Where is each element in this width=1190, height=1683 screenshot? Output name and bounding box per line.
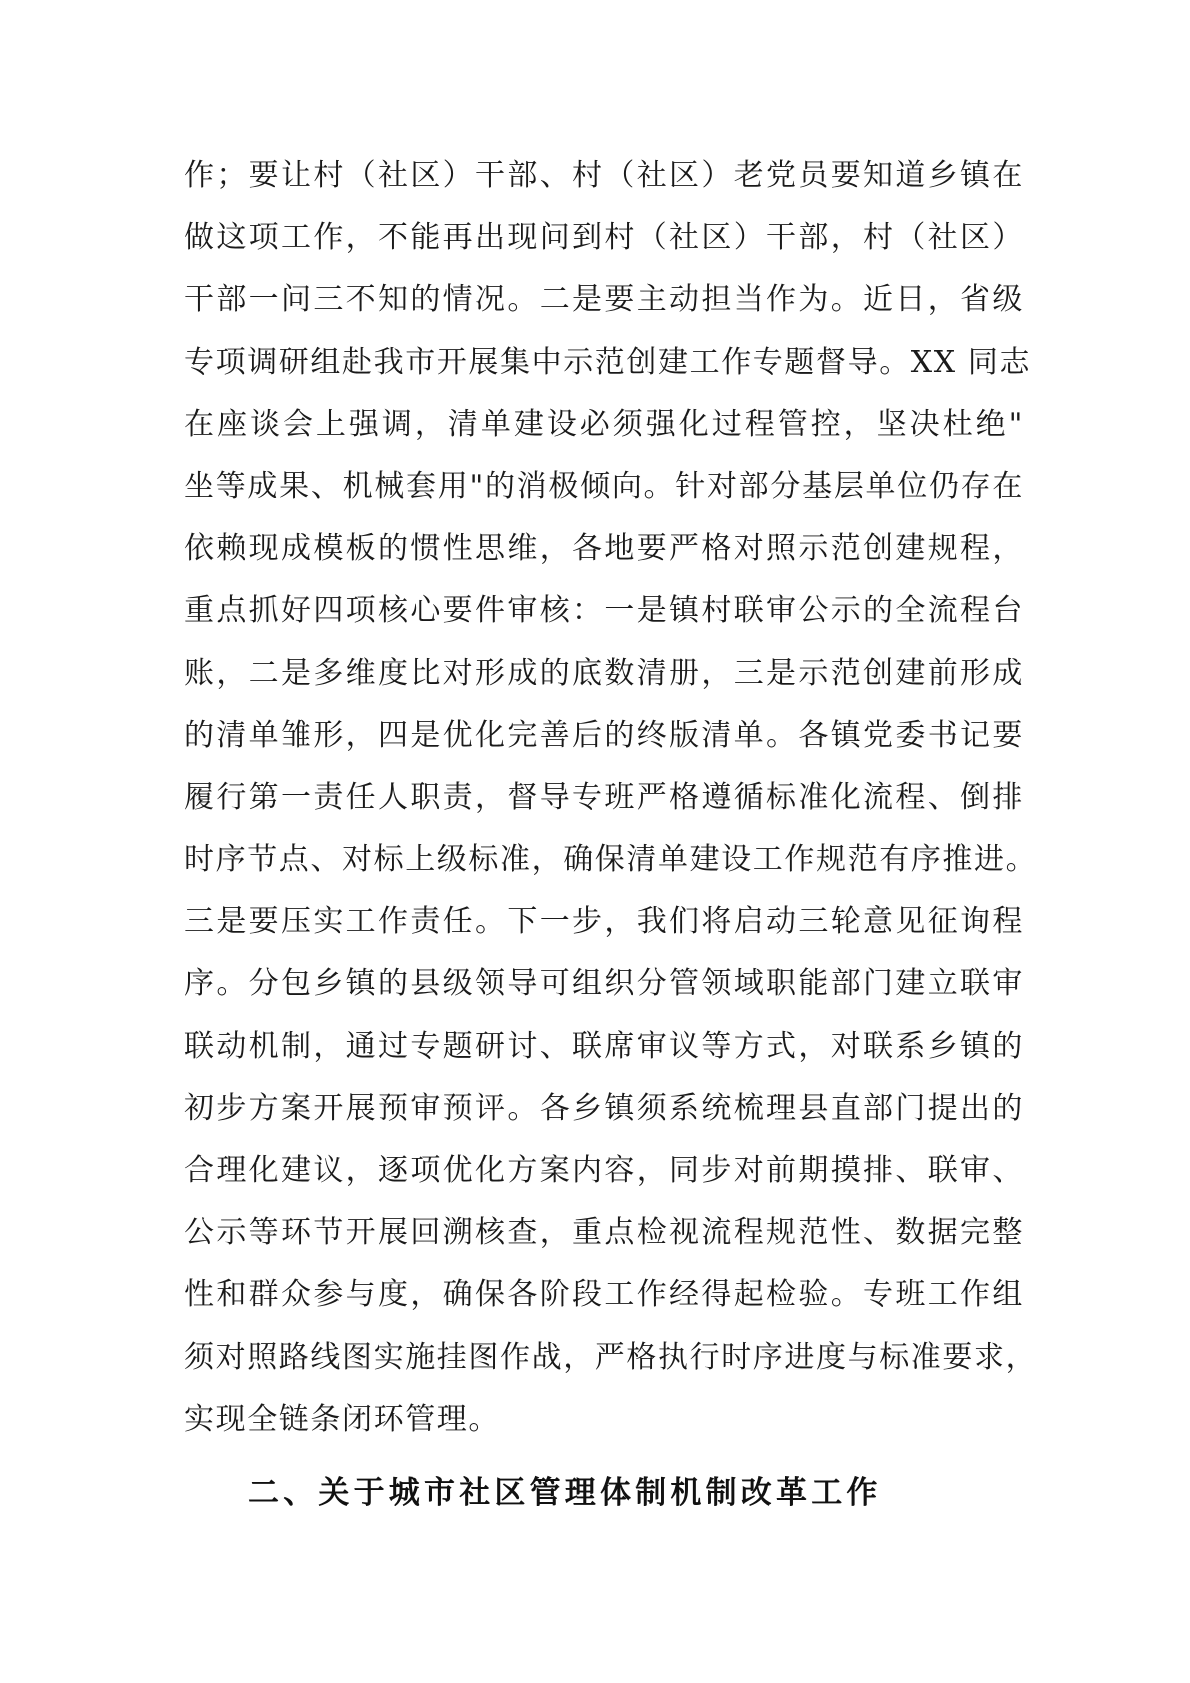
paragraph-line: 作；要让村（社区）干部、村（社区）老党员要知道乡镇在 [184,158,1024,193]
paragraph-line: 在座谈会上强调，清单建设必须强化过程管控，坚决杜绝" [184,406,1024,442]
paragraph-line-final: 实现全链条闭环管理。 [184,1401,500,1437]
paragraph-line: 依赖现成模板的惯性思维，各地要严格对照示范创建规程， [184,531,1024,567]
paragraph-line: 做这项工作，不能再出现问到村（社区）干部，村（社区） [184,220,1024,256]
paragraph-line: 重点抓好四项核心要件审核：一是镇村联审公示的全流程台 [184,593,1024,629]
paragraph-line: 联动机制，通过专题研讨、联席审议等方式，对联系乡镇的 [184,1028,1024,1064]
section-heading: 二、关于城市社区管理体制机制改革工作 [248,1475,882,1511]
paragraph-line: 公示等环节开展回溯核查，重点检视流程规范性、数据完整 [184,1215,1024,1251]
paragraph-line: 合理化建议，逐项优化方案内容，同步对前期摸排、联审、 [184,1153,1024,1188]
paragraph-line: 初步方案开展预审预评。各乡镇须系统梳理县直部门提出的 [184,1090,1024,1126]
paragraph-line: 履行第一责任人职责，督导专班严格遵循标准化流程、倒排 [184,779,1024,815]
paragraph-line: 坐等成果、机械套用"的消极倾向。针对部分基层单位仍存在 [184,468,1024,504]
paragraph-line: 干部一问三不知的情况。二是要主动担当作为。近日，省级 [184,282,1024,318]
paragraph-line: 性和群众参与度，确保各阶段工作经得起检验。专班工作组 [184,1277,1024,1313]
paragraph-line: 时序节点、对标上级标准，确保清单建设工作规范有序推进。 [184,842,1038,878]
paragraph-line: 序。分包乡镇的县级领导可组织分管领域职能部门建立联审 [184,966,1024,1002]
paragraph-line: 的清单雏形，四是优化完善后的终版清单。各镇党委书记要 [184,717,1024,753]
body-paragraph [184,156,1038,1462]
paragraph-line: 账，二是多维度比对形成的底数清册，三是示范创建前形成 [184,655,1024,691]
paragraph-line: 专项调研组赴我市开展集中示范创建工作专题督导。XX 同志 [184,344,1032,380]
paragraph-line: 三是要压实工作责任。下一步，我们将启动三轮意见征询程 [184,904,1024,940]
paragraph-line: 须对照路线图实施挂图作战，严格执行时序进度与标准要求， [184,1339,1038,1375]
